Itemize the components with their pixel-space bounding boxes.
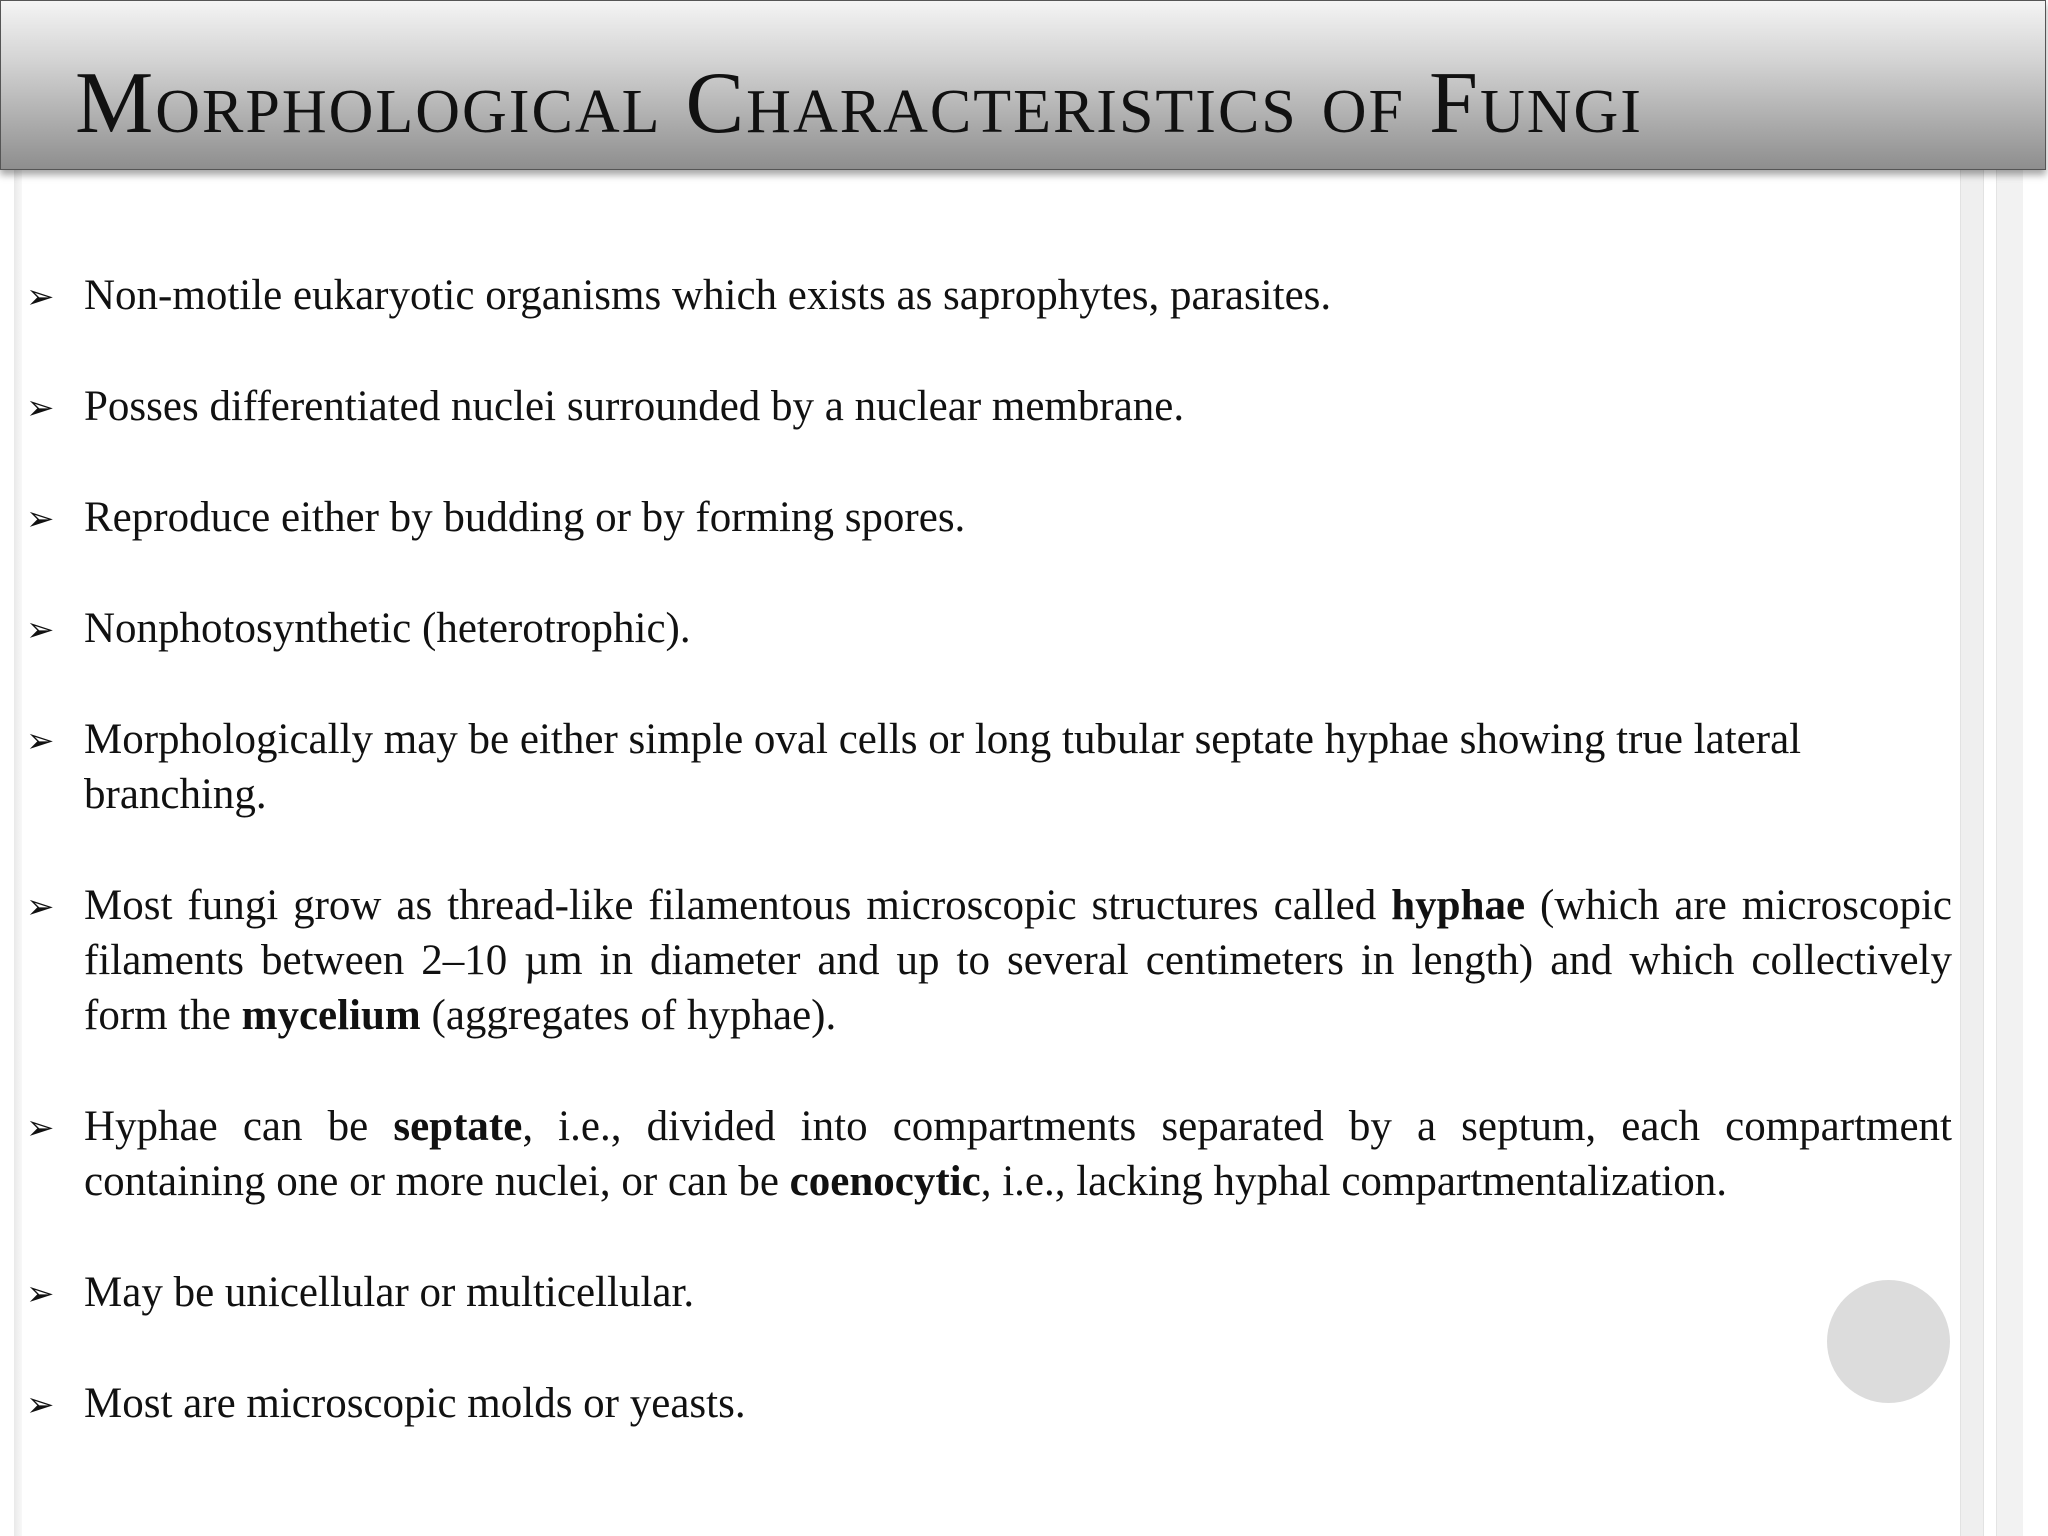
arrow-bullet-icon: ➢ [26, 610, 55, 650]
bullet-text: Morphologically may be either simple oval cells or long tubular septate hyphae showing true lateral branching. [84, 716, 1802, 818]
bullet-text: Non-motile eukaryotic organisms which exists as saprophytes, parasites. [84, 272, 1332, 319]
title-band [0, 0, 2046, 170]
bullet-text: Nonphotosynthetic (heterotrophic). [84, 605, 691, 652]
arrow-bullet-icon: ➢ [26, 1108, 55, 1148]
bullet-item [22, 268, 1952, 323]
bullet-item [22, 601, 1952, 656]
arrow-bullet-icon: ➢ [26, 499, 55, 539]
bullet-item [22, 1265, 1952, 1320]
bullet-item [22, 712, 1952, 822]
arrow-bullet-icon: ➢ [26, 721, 55, 761]
arrow-bullet-icon: ➢ [26, 1274, 55, 1314]
slide-title: Morphological Characteristics of Fungi [75, 55, 1643, 152]
term-coenocytic: coenocytic [789, 1158, 981, 1205]
bullet-item [22, 379, 1952, 434]
right-decorative-bar-inner [1960, 170, 1984, 1536]
bullet-item [22, 490, 1952, 545]
bullet-item [22, 878, 1952, 1043]
bullet-text: Most are microscopic molds or yeasts. [84, 1380, 746, 1427]
arrow-bullet-icon: ➢ [26, 1385, 55, 1425]
arrow-bullet-icon: ➢ [26, 887, 55, 927]
arrow-bullet-icon: ➢ [26, 277, 55, 317]
bullet-text: Reproduce either by budding or by forming spores. [84, 494, 966, 541]
bullet-item [22, 1099, 1952, 1209]
bullet-text: Hyphae can be septate, i.e., divided into compartments separated by a septum, each compartment containing one or more nuclei, or can be coenocytic, i.e., lacking hyphal compartmentalization. [84, 1103, 1953, 1205]
bullet-text: May be unicellular or multicellular. [84, 1269, 695, 1316]
right-decorative-bar-outer [1996, 170, 2023, 1536]
bullet-text: Posses differentiated nuclei surrounded by a nuclear membrane. [84, 383, 1185, 430]
bullet-text: Most fungi grow as thread-like filamentous microscopic structures called hyphae (which are microscopic filaments between 2–10 µm in diameter and up to several centimeters in length) and which collectively form the mycelium (aggregates of hyphae). [84, 882, 1953, 1039]
decorative-circle [1827, 1280, 1950, 1403]
arrow-bullet-icon: ➢ [26, 388, 55, 428]
bullet-list [22, 268, 1952, 1487]
term-septate: septate [393, 1103, 523, 1150]
bullet-item [22, 1376, 1952, 1431]
term-mycelium: mycelium [241, 992, 421, 1039]
left-edge-decoration [14, 170, 22, 1536]
term-hyphae: hyphae [1391, 882, 1526, 929]
